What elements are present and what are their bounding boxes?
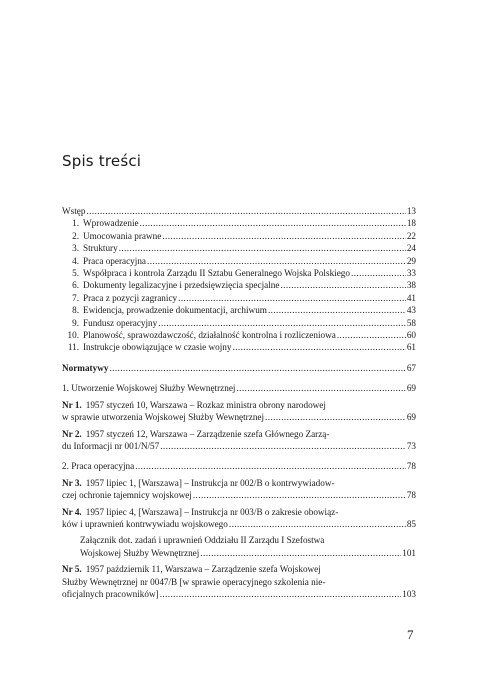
chapter-number: 2. xyxy=(72,230,79,241)
toc-entry-line xyxy=(62,563,416,575)
toc-entry-line xyxy=(62,576,416,588)
toc-entry-section[interactable] xyxy=(62,382,416,394)
leader-dots xyxy=(160,440,406,452)
toc-entry-annex[interactable] xyxy=(62,534,416,559)
toc-entry-label: Współpraca i kontrola Zarządu II Sztabu Generalnego Wojska Polskiego xyxy=(83,268,350,279)
toc-entry-label: Służby Wewnętrznej nr 0047/B [w sprawie operacyjnego szkolenia nie- xyxy=(62,576,326,587)
toc-entry-line xyxy=(62,399,416,411)
leader-dots xyxy=(109,362,405,374)
leader-dots xyxy=(265,411,406,423)
spacer xyxy=(62,374,416,382)
page-number: 7 xyxy=(407,627,414,642)
toc-page-number: 22 xyxy=(406,230,416,241)
toc-entry-label: 1957 październik 11, Warszawa – Zarządzenie szefa Wojskowej xyxy=(85,564,321,575)
leader-dots xyxy=(160,588,402,600)
leader-dots xyxy=(162,230,405,242)
toc-entry-line xyxy=(62,477,416,489)
toc-entry-line xyxy=(80,547,416,559)
chapter-number: 1. xyxy=(72,218,79,229)
toc-entry-label: oficjalnych pracowników] xyxy=(62,588,159,599)
chapter-number: 6. xyxy=(72,280,79,291)
toc-entry-label: Fundusz operacyjny xyxy=(83,317,158,328)
leader-dots xyxy=(119,242,406,254)
toc-page-number: 103 xyxy=(402,588,416,599)
page-title: Spis treści xyxy=(62,152,142,170)
toc-entry-document[interactable] xyxy=(62,399,416,424)
toc-section-heading: Normatywy xyxy=(62,362,109,373)
document-number: Nr 3. xyxy=(62,477,82,488)
table-of-contents xyxy=(62,205,416,600)
toc-entry-line xyxy=(62,411,416,423)
toc-entry-chapter[interactable] xyxy=(62,217,416,229)
toc-entry-line xyxy=(62,489,416,501)
toc-entry-label: du Informacji nr 001/N/57 xyxy=(62,440,160,451)
document-number: Nr 5. xyxy=(62,564,82,575)
chapter-number: 7. xyxy=(72,292,79,303)
toc-entry-chapter[interactable] xyxy=(62,242,416,254)
toc-entry-chapter[interactable] xyxy=(62,230,416,242)
toc-entry-chapter[interactable] xyxy=(62,317,416,329)
toc-page-number: 24 xyxy=(406,243,416,254)
toc-page-number: 101 xyxy=(402,547,416,558)
toc-entry-label: 1957 lipiec 1, [Warszawa] – Instrukcja nr 002/B o kontrwywiadow- xyxy=(85,477,335,488)
leader-dots xyxy=(229,518,406,530)
toc-entry-label: Struktury xyxy=(83,243,118,254)
toc-entry-section[interactable] xyxy=(62,460,416,472)
toc-page-number: 78 xyxy=(406,490,416,501)
toc-entry-line xyxy=(62,506,416,518)
toc-entry-label: Planowość, sprawozdawczość, działalność kontrolna i rozliczeniowa xyxy=(83,330,336,341)
leader-dots xyxy=(268,304,406,316)
toc-page-number: 29 xyxy=(406,255,416,266)
toc-entry-label: Instrukcje obowiązujące w czasie wojny xyxy=(83,342,232,353)
document-number: Nr 4. xyxy=(62,506,82,517)
toc-entry-label: Wprowadzenie xyxy=(83,218,139,229)
toc-page-number: 38 xyxy=(406,280,416,291)
toc-entry-label: Wojskowej Służby Wewnętrznej xyxy=(80,547,200,558)
toc-page-number: 69 xyxy=(406,383,416,394)
toc-entry-label: Umocowania prawne xyxy=(83,230,162,241)
toc-page-number: 13 xyxy=(406,206,416,216)
leader-dots xyxy=(178,292,406,304)
spacer xyxy=(62,354,416,362)
toc-entry-document[interactable] xyxy=(62,428,416,453)
toc-page-number: 18 xyxy=(406,218,416,229)
toc-entry-label: Załącznik dot. zadań i uprawnień Oddziału II Zarządu I Szefostwa xyxy=(80,535,325,546)
toc-page-number: 33 xyxy=(406,268,416,279)
toc-entry-chapter[interactable] xyxy=(62,279,416,291)
leader-dots xyxy=(232,341,405,353)
toc-page-number: 61 xyxy=(406,342,416,353)
leader-dots xyxy=(135,460,406,472)
toc-entry-label: ków i uprawnień kontrwywiadu wojskowego xyxy=(62,518,228,529)
chapter-number: 10. xyxy=(67,330,79,341)
leader-dots xyxy=(158,317,406,329)
toc-page-number: 78 xyxy=(406,461,416,472)
chapter-number: 3. xyxy=(72,243,79,254)
toc-page-number: 73 xyxy=(406,440,416,451)
toc-entry-document[interactable] xyxy=(62,477,416,502)
toc-page-number: 43 xyxy=(406,305,416,316)
toc-entry-label: czej ochronie tajemnicy wojskowej xyxy=(62,490,192,501)
toc-entry-line xyxy=(80,534,416,546)
toc-entry-intro[interactable] xyxy=(62,205,416,217)
toc-entry-document[interactable] xyxy=(62,506,416,531)
toc-entry-document[interactable] xyxy=(62,563,416,600)
toc-page-number: 69 xyxy=(406,412,416,423)
toc-entry-label: 1. Utworzenie Wojskowej Służby Wewnętrznej xyxy=(62,383,236,394)
toc-entry-chapter[interactable] xyxy=(62,267,416,279)
toc-entry-line xyxy=(62,588,416,600)
leader-dots xyxy=(193,489,406,501)
leader-dots xyxy=(236,382,405,394)
leader-dots xyxy=(351,267,406,279)
toc-entry-line xyxy=(62,440,416,452)
toc-entry-chapter[interactable] xyxy=(62,255,416,267)
toc-entry-chapter[interactable] xyxy=(62,341,416,353)
leader-dots xyxy=(147,255,406,267)
toc-entry-label: 1957 styczeń 10, Warszawa – Rozkaz ministra obrony narodowej xyxy=(85,399,326,410)
toc-entry-chapter[interactable] xyxy=(62,304,416,316)
toc-entry-label: Wstęp xyxy=(62,206,86,216)
chapter-number: 11. xyxy=(67,342,79,353)
leader-dots xyxy=(337,329,406,341)
toc-entry-chapter[interactable] xyxy=(62,292,416,304)
toc-entry-chapter[interactable] xyxy=(62,329,416,341)
leader-dots xyxy=(140,217,406,229)
toc-page-number: 41 xyxy=(406,292,416,303)
toc-page-number: 85 xyxy=(406,518,416,529)
document-number: Nr 2. xyxy=(62,428,82,439)
spacer xyxy=(62,452,416,460)
toc-entry-label: 1957 styczeń 12, Warszawa – Zarządzenie szefa Głównego Zarzą- xyxy=(85,428,330,439)
toc-entry-label: Praca z pozycji zagranicy xyxy=(83,292,178,303)
toc-entry-label: w sprawie utworzenia Wojskowej Służby Wewnętrznej xyxy=(62,412,265,423)
toc-entry-label: 1957 lipiec 4, [Warszawa] – Instrukcja nr 003/B o zakresie obowiąz- xyxy=(85,506,339,517)
leader-dots xyxy=(86,205,405,217)
toc-entry-label: Ewidencja, prowadzenie dokumentacji, archiwum xyxy=(83,305,267,316)
document-number: Nr 1. xyxy=(62,399,82,410)
toc-entry-label: Dokumenty legalizacyjne i przedsięwzięcia specjalne xyxy=(83,280,280,291)
leader-dots xyxy=(280,279,405,291)
leader-dots xyxy=(200,547,401,559)
toc-entry-label: 2. Praca operacyjna xyxy=(62,461,135,472)
toc-page-number: 67 xyxy=(406,362,416,373)
toc-entry-label: Praca operacyjna xyxy=(83,255,146,266)
chapter-number: 5. xyxy=(72,268,79,279)
toc-entry-line xyxy=(62,428,416,440)
toc-page-number: 58 xyxy=(406,317,416,328)
toc-page-number: 60 xyxy=(406,330,416,341)
toc-entry-line xyxy=(62,518,416,530)
toc-entry-normatywy[interactable] xyxy=(62,362,416,374)
chapter-number: 8. xyxy=(72,305,79,316)
chapter-number: 9. xyxy=(72,317,79,328)
chapter-number: 4. xyxy=(72,255,79,266)
